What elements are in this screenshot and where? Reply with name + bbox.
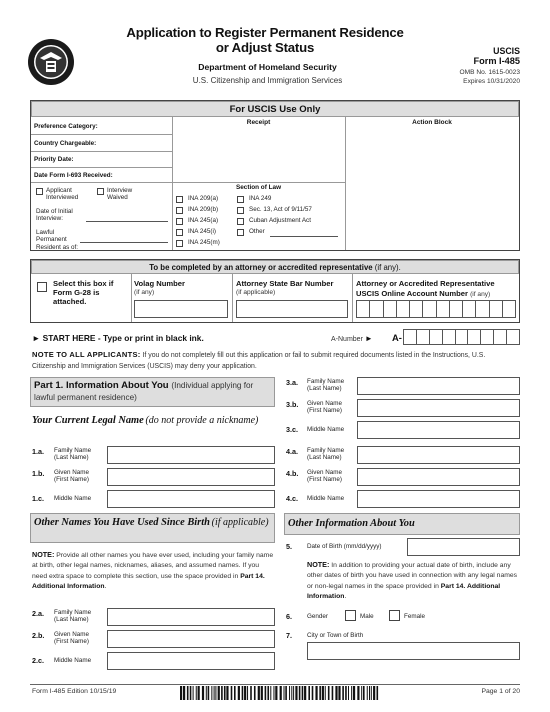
start-here-label: START HERE - Type or print in black ink. <box>42 333 204 343</box>
attorney-title-suffix: (if any). <box>374 263 401 272</box>
field-3b-label <box>307 400 342 415</box>
barcode-bar <box>208 686 210 700</box>
form-title <box>110 25 420 55</box>
ina-245a-label: INA 245(a) <box>188 217 219 224</box>
field-2a-label-line2: (Last Name) <box>54 616 89 624</box>
female-checkbox[interactable] <box>389 610 400 621</box>
sec-13-checkbox[interactable] <box>237 207 244 214</box>
barcode-bar <box>371 686 372 700</box>
barcode <box>180 686 380 700</box>
barcode-bar <box>369 686 370 700</box>
field-3b-label-line1: Given Name <box>307 400 342 407</box>
office-row-3: Priority Date: <box>34 156 74 163</box>
barcode-bar <box>238 686 240 700</box>
barcode-bar <box>299 686 301 700</box>
note-label: NOTE TO ALL APPLICANTS: <box>32 350 141 359</box>
barcode-bar <box>198 686 200 700</box>
field-4b-label-line2: (First Name) <box>307 476 342 484</box>
footer-page-number: Page 1 of 20 <box>481 688 520 695</box>
barcode-bar <box>302 686 304 700</box>
uscis-label: USCIS <box>493 46 520 56</box>
sec-13-label: Sec. 13, Act of 9/11/57 <box>249 206 312 213</box>
barcode-bar <box>332 686 334 700</box>
barcode-bar <box>254 686 256 700</box>
office-divider-2 <box>345 117 346 250</box>
dhs-seal <box>27 38 75 86</box>
other-given-name-4b-input[interactable] <box>357 468 520 486</box>
other-names-note-label: NOTE: <box>32 550 55 559</box>
other-names-note-text: Provide all other names you have ever used, including your family name at birth, other legal names, nicknames, aliases, and assumed names. If you need extra space to complete this section, use the space provided in <box>32 552 274 580</box>
field-4c-label: Middle Name <box>307 495 345 502</box>
g28-checkbox[interactable] <box>37 282 47 292</box>
field-4a-label-line2: (Last Name) <box>307 454 342 462</box>
field-4b-label <box>307 469 342 484</box>
barcode-bar <box>183 686 185 700</box>
field-4c-number: 4.c. <box>286 494 298 503</box>
bar-number-sub: (if applicable) <box>236 289 276 296</box>
field-1a-label <box>54 447 91 462</box>
other-names-heading-sub: (if applicable) <box>211 517 269 528</box>
barcode-bar <box>351 686 352 700</box>
barcode-bar <box>196 686 197 700</box>
field-2a-number: 2.a. <box>32 609 44 618</box>
barcode-bar <box>363 686 365 700</box>
barcode-bar <box>193 686 194 700</box>
omb-number: OMB No. 1615-0023 <box>459 69 520 76</box>
barcode-bar <box>211 686 212 700</box>
volag-label: Volag Number <box>134 279 185 288</box>
other-names-note-ref: Part 14. Additional Information <box>32 572 265 590</box>
barcode-bar <box>250 686 252 700</box>
barcode-bar <box>322 686 324 700</box>
a-number-label <box>331 334 373 343</box>
male-label: Male <box>360 613 374 620</box>
field-3a-label-line1: Family Name <box>307 378 345 385</box>
part1-title <box>34 380 272 404</box>
office-row-4: Date Form I-693 Received: <box>34 172 113 179</box>
attorney-title-text: To be completed by an attorney or accredited representative <box>149 263 373 272</box>
barcode-bar <box>291 686 292 700</box>
field-2a-label <box>54 609 91 624</box>
title-line-2: or Adjust Status <box>215 40 315 55</box>
expiration-date: Expires 10/31/2020 <box>463 78 520 85</box>
other-names-heading-text: Other Names You Have Used Since Birth <box>34 517 210 528</box>
field-2b-number: 2.b. <box>32 631 45 640</box>
barcode-bar <box>361 686 362 700</box>
female-label: Female <box>404 613 425 620</box>
other-family-name-3a-input[interactable] <box>357 377 520 395</box>
part1-title-sub: (Individual applying for lawful permanent residence) <box>34 381 254 402</box>
barcode-bar <box>280 686 282 700</box>
account-number-label <box>356 279 518 300</box>
cuban-act-checkbox[interactable] <box>237 218 244 225</box>
dob-label: Date of Birth (mm/dd/yyyy) <box>307 543 382 550</box>
action-block-label: Action Block <box>412 119 452 126</box>
field-1c-number: 1.c. <box>32 494 44 503</box>
barcode-bar <box>319 686 321 700</box>
other-law-label: Other <box>249 228 265 235</box>
volag-number-input[interactable] <box>134 300 228 318</box>
field-4b-number: 4.b. <box>286 469 299 478</box>
gender-number: 6. <box>286 612 292 621</box>
barcode-bar <box>328 686 330 700</box>
start-here-text <box>32 333 204 343</box>
a-prefix: A- <box>392 332 402 343</box>
legal-name-heading-sub: (do not provide a nickname) <box>145 415 259 426</box>
barcode-bar <box>214 686 215 700</box>
office-row-1: Preference Category: <box>34 123 98 130</box>
barcode-bar <box>221 686 223 700</box>
barcode-bar <box>308 686 310 700</box>
barcode-bar <box>187 686 189 700</box>
barcode-bar <box>275 686 277 700</box>
ina-209b-checkbox[interactable] <box>176 207 183 214</box>
legal-name-heading <box>32 414 272 428</box>
office-row-2: Country Chargeable: <box>34 140 97 147</box>
arrow-right-icon: ► <box>32 333 41 343</box>
applicant-interviewed-label: Applicant Interviewed <box>46 187 79 202</box>
barcode-bar <box>218 686 220 700</box>
other-given-name-3b-input[interactable] <box>357 399 520 417</box>
barcode-bar <box>285 686 287 700</box>
barcode-bar <box>353 686 355 700</box>
field-3b-label-line2: (First Name) <box>307 407 342 415</box>
barcode-bar <box>261 686 263 700</box>
barcode-bar <box>373 686 375 700</box>
a-number-label-text: A-Number <box>331 336 363 343</box>
barcode-bar <box>206 686 207 700</box>
barcode-bar <box>226 686 228 700</box>
field-2b-label <box>54 631 89 646</box>
account-number-sub: (if any) <box>470 291 491 298</box>
bar-number-input[interactable] <box>236 300 348 318</box>
barcode-bar <box>224 686 226 700</box>
dob-note-text: In addition to providing your actual date of birth, include any other dates of birth you have used in connection with any legal names or non-legal names in the space provided in <box>307 562 518 590</box>
ina-245a-checkbox[interactable] <box>176 218 183 225</box>
family-name-input[interactable] <box>107 446 275 464</box>
field-4a-label <box>307 447 344 462</box>
field-1b-label-line2: (First Name) <box>54 476 89 484</box>
ina-249-label: INA 249 <box>249 195 272 202</box>
middle-name-input[interactable] <box>107 490 275 508</box>
ina-209b-label: INA 209(b) <box>188 206 219 213</box>
ina-245i-checkbox[interactable] <box>176 229 183 236</box>
barcode-bar <box>284 686 285 700</box>
date-of-birth-input[interactable] <box>407 538 520 556</box>
other-middle-name-4c-input[interactable] <box>357 490 520 508</box>
agency-name: U.S. Citizenship and Immigration Services <box>192 76 343 85</box>
part1-title-text: Part 1. Information About You <box>34 380 169 391</box>
bar-number-label: Attorney State Bar Number <box>236 279 334 288</box>
barcode-bar <box>293 686 294 700</box>
field-1b-label <box>54 469 89 484</box>
other-given-name-input[interactable] <box>107 630 275 648</box>
barcode-bar <box>342 686 344 700</box>
other-names-heading <box>34 516 272 530</box>
dob-note-ref: Part 14. Additional Information <box>307 582 501 600</box>
field-2c-label: Middle Name <box>54 657 92 664</box>
initial-interview-label: Date of Initial Interview: <box>36 208 73 223</box>
other-middle-name-input[interactable] <box>107 652 275 670</box>
barcode-bar <box>315 686 317 700</box>
office-use-title: For USCIS Use Only <box>229 104 321 115</box>
barcode-bar <box>247 686 248 700</box>
barcode-bar <box>258 686 260 700</box>
barcode-bar <box>335 686 337 700</box>
city-of-birth-input[interactable] <box>307 642 520 660</box>
field-1a-label-line2: (Last Name) <box>54 454 89 462</box>
barcode-bar <box>202 686 204 700</box>
field-4b-label-line1: Given Name <box>307 469 342 476</box>
ina-245m-label: INA 245(m) <box>188 239 220 246</box>
barcode-bar <box>304 686 306 700</box>
city-number: 7. <box>286 631 292 640</box>
attorney-title <box>31 263 519 272</box>
barcode-bar <box>377 686 379 700</box>
other-middle-name-3c-input[interactable] <box>357 421 520 439</box>
field-3a-number: 3.a. <box>286 378 298 387</box>
field-1a-number: 1.a. <box>32 447 44 456</box>
barcode-bar <box>289 686 290 700</box>
barcode-bar <box>273 686 274 700</box>
dob-note-label: NOTE: <box>307 560 330 569</box>
other-family-name-input[interactable] <box>107 608 275 626</box>
other-family-name-4a-input[interactable] <box>357 446 520 464</box>
barcode-bar <box>367 686 368 700</box>
barcode-bar <box>180 686 182 700</box>
ina-245i-label: INA 245(i) <box>188 228 216 235</box>
given-name-input[interactable] <box>107 468 275 486</box>
barcode-bar <box>348 686 349 700</box>
ina-245m-checkbox[interactable] <box>176 240 183 247</box>
field-3c-number: 3.c. <box>286 425 298 434</box>
footer-form-edition: Form I-485 Edition 10/15/19 <box>32 688 117 695</box>
barcode-bar <box>234 686 236 700</box>
barcode-bar <box>231 686 233 700</box>
barcode-bar <box>190 686 192 700</box>
barcode-bar <box>267 686 269 700</box>
legal-name-heading-text: Your Current Legal Name <box>32 415 144 426</box>
interview-waived-label: Interview Waived <box>107 187 133 202</box>
field-2c-number: 2.c. <box>32 656 44 665</box>
barcode-bar <box>242 686 244 700</box>
field-3b-number: 3.b. <box>286 400 299 409</box>
dob-note: NOTE: In addition to providing your actual date of birth, include any other dates of birth you have used in connection with any legal names or non-legal names in the space provided in Part 14. Additional Information. <box>307 560 518 600</box>
volag-sub: (if any) <box>134 289 155 296</box>
form-id: Form I-485 <box>473 56 520 66</box>
dob-number: 5. <box>286 542 292 551</box>
field-3c-label: Middle Name <box>307 426 345 433</box>
ina-249-checkbox[interactable] <box>237 196 244 203</box>
g28-label: Select this box if Form G-28 is attached. <box>53 279 114 306</box>
arrow-right-icon: ► <box>364 334 373 343</box>
interview-waived-checkbox[interactable] <box>97 188 104 195</box>
barcode-bar <box>338 686 340 700</box>
field-2a-label-line1: Family Name <box>54 609 92 616</box>
field-1c-label: Middle Name <box>54 495 92 502</box>
gender-label: Gender <box>307 613 329 620</box>
field-1b-number: 1.b. <box>32 469 45 478</box>
ina-209a-checkbox[interactable] <box>176 196 183 203</box>
note-to-all-applicants <box>32 350 520 372</box>
other-law-checkbox[interactable] <box>237 229 244 236</box>
lawful-pr-label: Lawful Permanent Resident as of: <box>36 229 79 251</box>
field-3a-label-line2: (Last Name) <box>307 385 342 393</box>
department-name: Department of Homeland Security <box>198 62 337 72</box>
field-4a-label-line1: Family Name <box>307 447 345 454</box>
field-1a-label-line1: Family Name <box>54 447 92 454</box>
field-1b-label-line1: Given Name <box>54 469 89 476</box>
field-2b-label-line1: Given Name <box>54 631 89 638</box>
barcode-bar <box>325 686 326 700</box>
field-4a-number: 4.a. <box>286 447 298 456</box>
note-text: If you do not completely fill out this application or fail to submit required documents listed in the Instructions, U.S. Citizenship and Immigration Services (USCIS) may deny your application. <box>32 352 486 370</box>
barcode-bar <box>265 686 267 700</box>
barcode-bar <box>312 686 314 700</box>
field-3a-label <box>307 378 344 393</box>
a-number-input[interactable] <box>403 329 520 345</box>
other-info-heading: Other Information About You <box>288 518 415 529</box>
applicant-interviewed-checkbox[interactable] <box>36 188 43 195</box>
ina-209a-label: INA 209(a) <box>188 195 219 202</box>
receipt-label: Receipt <box>246 119 271 126</box>
city-label: City or Town of Birth <box>307 632 364 639</box>
other-names-note: NOTE: Provide all other names you have ever used, including your family name at birth, other legal names, nicknames, aliases, and assumed names. If you need extra space to complete this section, use the space provided in Part 14. Additional Information. <box>32 550 274 590</box>
barcode-bar <box>295 686 297 700</box>
field-2b-label-line2: (First Name) <box>54 638 89 646</box>
barcode-bar <box>244 686 246 700</box>
account-number-input[interactable] <box>356 300 516 318</box>
male-checkbox[interactable] <box>345 610 356 621</box>
account-number-text: Attorney or Accredited Representative USCIS Online Account Number <box>356 279 495 298</box>
cuban-act-label: Cuban Adjustment Act <box>249 217 311 224</box>
section-of-law-label: Section of Law <box>235 184 282 191</box>
barcode-bar <box>357 686 359 700</box>
title-line-1: Application to Register Permanent Residence <box>126 25 404 40</box>
barcode-bar <box>215 686 216 700</box>
barcode-bar <box>345 686 347 700</box>
barcode-bar <box>270 686 271 700</box>
